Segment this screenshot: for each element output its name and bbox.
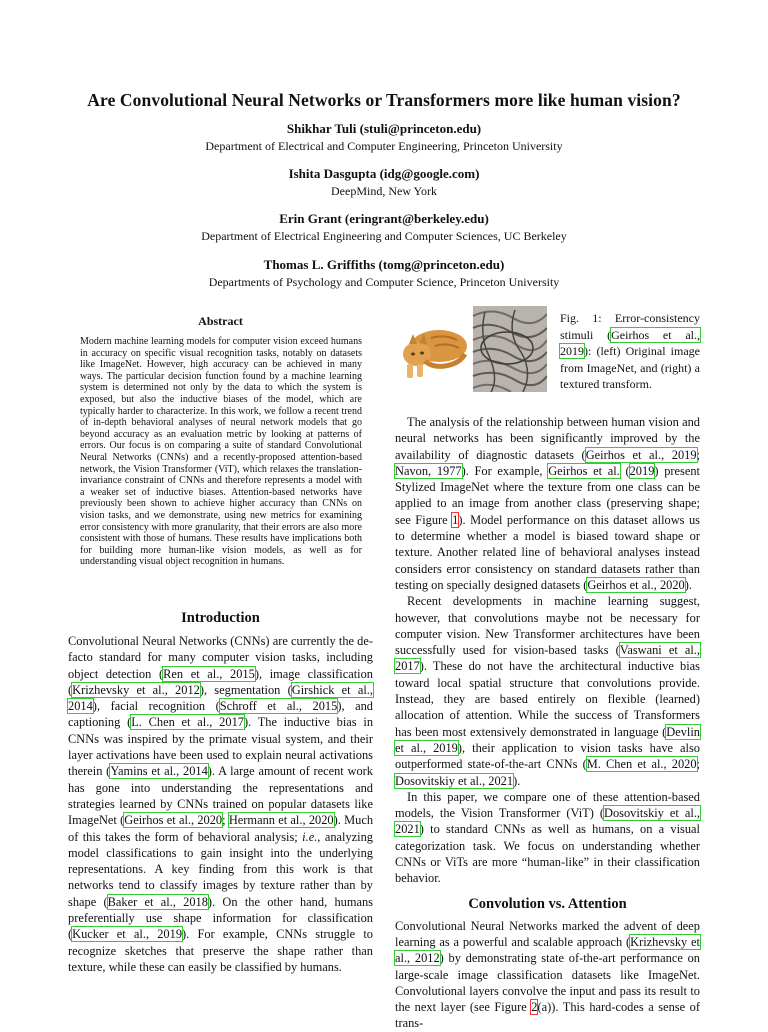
introduction-section [68, 610, 373, 975]
citation-link[interactable]: Dosovitskiy et al., 2021 [395, 773, 514, 788]
citation-link[interactable]: Ren et al., 2015 [163, 666, 255, 681]
cat-photo-image [395, 306, 469, 392]
text-run: ). These do not have the architectural inductive bias toward local spatial structure that convolutions provide. Instead, they are based entirely on flexible (learned) allocation of attention. While the success of Transformers has been most extensively demonstrated in language ( [395, 659, 700, 739]
author-block-2 [0, 165, 768, 200]
citation-link[interactable]: Girshick et al., 2014 [68, 682, 373, 714]
citation-link[interactable]: 2019 [629, 463, 655, 478]
abstract-heading: Abstract [198, 314, 243, 328]
text-run: ( [619, 463, 630, 478]
right-column [395, 414, 700, 1032]
citation-link[interactable]: Hermann et al., 2020 [228, 813, 334, 828]
text-run: The analysis of the relationship between human vision and neural networks has been significantly improved by the availability of diagnostic datasets ( [395, 415, 700, 462]
text-run: ) by demonstrating state of-the-art performance on large-scale image classification datasets like ImageNet. Convolutional layers convolve the input and pass its result to the next layer (see Figure [395, 951, 700, 1015]
text-run: ) present Stylized ImageNet where the texture from one class can be applied to an image from another class (preserving shape; see Figure [395, 463, 700, 527]
text-run: ). For example, [461, 463, 549, 478]
citation-link[interactable]: Schroff et al., 2015 [219, 699, 338, 714]
text-run: ) to standard CNNs as well as humans, on a visual categorization task. We focus on understanding whether CNNs or ViTs are more “human-like” in their classification behavior. [395, 822, 700, 886]
text-run: ), and captioning ( [68, 699, 373, 730]
citation-link[interactable]: Krizhevsky et al., 2012 [72, 682, 200, 697]
citation-link[interactable]: Geirhos et al., 2020 [124, 813, 223, 828]
author-block-1 [0, 120, 768, 155]
text-run: ): (left) Original image from ImageNet, and (right) a textured transform. [560, 344, 700, 391]
text-run: ; [696, 447, 700, 462]
convolution-attention-heading: Convolution vs. Attention [468, 895, 627, 912]
citation-link[interactable]: Yamins et al., 2014 [110, 764, 208, 779]
text-run: Convolutional Neural Networks marked the advent of deep learning as a powerful and scalable approach ( [395, 918, 700, 949]
text-run: ; [696, 757, 700, 772]
citation-link[interactable]: Kucker et al., 2019 [72, 927, 183, 942]
text-run: Fig. 1: Error-consistency stimuli ( [560, 311, 700, 342]
text-run: analyzing model classifications to gain insight into the underlying representations. A key finding from this work is that networks tend to classify images by texture rather than by shape ( [68, 829, 373, 909]
author-name: Thomas L. Griffiths (tomg@princeton.edu) [263, 257, 505, 272]
figure-1-images [395, 306, 547, 392]
figure-reference-link[interactable]: 1 [452, 512, 459, 527]
author-block-4 [0, 256, 768, 291]
text-run: ; [222, 813, 229, 828]
text-run: ). On the other hand, humans preferentially use shape information for classification ( [68, 894, 373, 942]
author-affiliation: DeepMind, New York [331, 184, 437, 198]
citation-link[interactable]: Krizhevsky et al., 2012 [395, 934, 700, 966]
text-run: ). [684, 577, 692, 592]
paper-title: Are Convolutional Neural Networks or Transformers more like human vision? [87, 90, 681, 110]
author-name: Erin Grant (eringrant@berkeley.edu) [279, 211, 489, 226]
author-affiliation: Departments of Psychology and Computer Science, Princeton University [208, 275, 560, 289]
citation-link[interactable]: Geirhos et al., 2020 [587, 577, 685, 592]
citation-link[interactable]: Vaswani et al., 2017 [395, 643, 701, 674]
body-paragraph [395, 414, 700, 593]
text-run: ). The inductive bias in CNNs was inspired by the primate visual system, and their layer activations have been used to explain neural activations therein ( [68, 715, 374, 779]
author-affiliation: Department of Electrical and Computer Engineering, Princeton University [205, 139, 563, 153]
citation-link[interactable]: Baker et al., 2018 [107, 894, 208, 909]
abstract-text: Modern machine learning models for computer vision exceed humans in accuracy on specific visual recognition tasks, notably on datasets like ImageNet. However, high accuracy can be achieved in many ways. The particular decision function found by a machine learning system is determined not only by the data to which the system is exposed, but also the inductive biases of the model, which are typically harder to characterize. In this work, we follow a recent trend of in-depth behavioral analyses of neural network models that go beyond accuracy as an evaluation metric by looking at patterns of errors. Our focus is on comparing a suite of standard Convolutional Neural Networks (CNNs) and a recently-proposed attention-based network, the Vision Transformer (ViT), which relaxes the translation-invariance constraint of CNNs and therefore represents a model with a weaker set of inductive biases. Attention-based networks have previously been shown to achieve higher accuracy than CNNs on vision tasks, and we demonstrate, using new metrics for examining error consistency with more granularity, that their errors are also more consistent with those of humans. These results have implications both for building more human-like vision models, as well as for understanding visual object recognition in humans. [80, 336, 362, 568]
citation-link[interactable]: Geirhos et al. [548, 463, 620, 478]
italic-text: i.e., [302, 829, 321, 844]
author-affiliation: Department of Electrical Engineering and Computer Sciences, UC Berkeley [201, 229, 567, 243]
figure-1-caption [560, 310, 700, 393]
textured-cat-image [473, 306, 547, 392]
author-name: Ishita Dasgupta (idg@google.com) [288, 166, 480, 181]
citation-link[interactable]: Dosovitskiy et al., 2021 [395, 806, 701, 837]
text-run: ). [513, 773, 521, 788]
body-paragraph [395, 789, 700, 887]
introduction-heading: Introduction [181, 610, 260, 626]
text-run: ), their application to vision tasks have also outperformed state-of-the-art CNNs ( [395, 740, 700, 772]
text-run: ), facial recognition ( [92, 699, 220, 714]
author-block-3 [0, 210, 768, 245]
introduction-paragraph [68, 633, 373, 975]
text-run: ), image classification ( [68, 666, 373, 697]
text-run: ). For example, CNNs struggle to recognize sketches that preserve the shape rather than texture, while these can easily be classified by humans. [68, 927, 374, 974]
author-name: Shikhar Tuli (stuli@princeton.edu) [286, 121, 482, 136]
citation-link[interactable]: Devlin et al., 2019 [395, 724, 700, 755]
citation-link[interactable]: Navon, 1977 [395, 463, 462, 478]
citation-link[interactable]: L. Chen et al., 2017 [131, 715, 244, 730]
text-run: ), segmentation ( [199, 682, 292, 697]
text-run: (a)). This hard-codes a sense of trans- [395, 1000, 700, 1031]
text-run: Recent developments in machine learning suggest, however, that convolutions maybe not be necessary for computer vision. New Transformer architectures have been successfully used for vision-based tasks ( [395, 594, 700, 658]
citation-link[interactable]: Geirhos et al., 2019 [560, 327, 700, 358]
text-run: Convolutional Neural Networks (CNNs) are currently the de-facto standard for many computer vision tasks, including object detection ( [68, 634, 373, 681]
text-run: In this paper, we compare one of these attention-based models, the Vision Transformer (ViT) ( [395, 789, 700, 821]
text-run: ). Much of this takes the form of behavioral analysis; [68, 813, 374, 844]
citation-link[interactable]: Geirhos et al., 2019 [585, 447, 697, 462]
text-run: ). Model performance on this dataset allows us to determine whether a model is biased toward shape or texture. Another related line of behavioral analyses instead considers error consistency on standard datasets rather than testing on specially designed datasets ( [395, 512, 701, 592]
citation-link[interactable]: M. Chen et al., 2020 [586, 757, 697, 772]
body-paragraph [395, 593, 700, 789]
body-paragraph [395, 918, 700, 1032]
figure-reference-link[interactable]: 2 [531, 1000, 538, 1015]
text-run: ). A large amount of recent work has gone into understanding the representations and strategies learned by CNNs trained on popular datasets like ImageNet ( [68, 764, 373, 828]
